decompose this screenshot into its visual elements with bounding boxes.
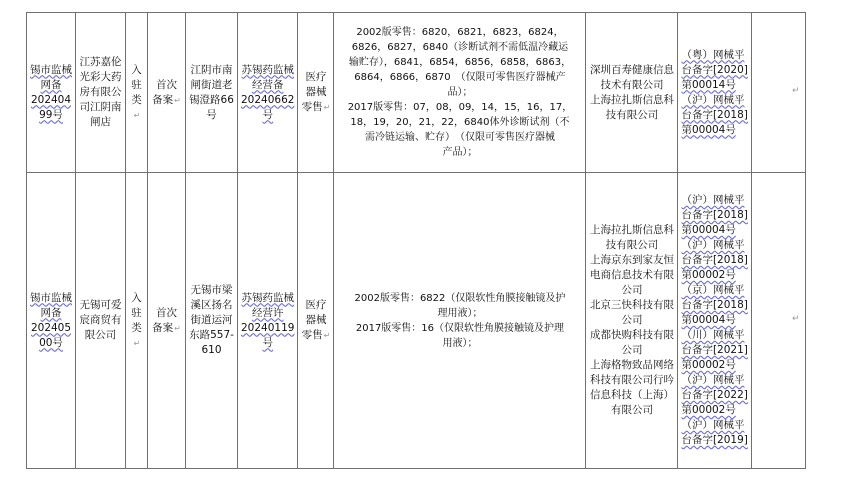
filing-cell: 首次备案↵: [148, 173, 186, 469]
type-cell: 入驻类↵: [126, 173, 148, 469]
type-cell: 入驻类↵: [126, 13, 148, 173]
row-end-mark: ↵: [792, 314, 800, 324]
record-number-cell: 锡市监械网备202405 00号: [27, 173, 76, 469]
business-scope-cell: 2002版零售：6822（仅限软性角膜接触镜及护 理用液）； 2017版零售：16（仅限软性角膜接触镜及护理 用液）；: [334, 173, 586, 469]
platform-record-cell: （粤）网械平台备字[2020]第00014号 （沪）网械平台备字[2018]第00004号: [678, 13, 752, 173]
license-cell: 苏锡药监械经营备20240662号: [238, 13, 298, 173]
platform-cell: 上海拉扎斯信息科技有限公司 上海京东到家友恒电商信息技术有限公司 北京三快科技有限公司 成都快购科技有限公司 上海格物致品网络科技有限公司行吟信息科技（上海）有限公司: [586, 173, 678, 469]
table-row: [27, 173, 806, 469]
address-cell: 江阴市南闸街道老锡澄路66号: [186, 13, 238, 173]
platform-record-cell: （沪）网械平台备字[2018]第00004号 （沪）网械平台备字[2018]第00002号 （京）网械平台备字[2018]第00004号 （川）网械平台备字[2021]第00002号 （沪）网械平台备字[2022]第00002号 （沪）网械平台备字[2019]: [678, 173, 752, 469]
table-row: [27, 13, 806, 173]
company-cell: 江苏嘉伦光彩大药房有限公司江阴南闸店: [76, 13, 126, 173]
category-cell: 医疗器械零售↵: [298, 173, 334, 469]
record-number-cell: 锡市监械网备202404 99号: [27, 13, 76, 173]
business-scope-cell: 2002版零售：6820，6821，6823，6824， 6826，6827，6840（诊断试剂不需低温冷藏运 输贮存），6841，6854，6856，6858，6863， 6864，6866，6870 （仅限可零售医疗器械产 品）； 2017版零售：07，08，09，14，15，16，17， 18，19，20，21，22，6840体外诊断试剂（不 需冷链运输、贮存） （仅限可零售医疗器械 产品）；: [334, 13, 586, 173]
address-cell: 无锡市梁溪区扬名街道运河东路557-610: [186, 173, 238, 469]
filing-cell: 首次备案↵: [148, 13, 186, 173]
row-end-mark: ↵: [792, 86, 800, 96]
license-cell: 苏锡药监械经营许20240119号: [238, 173, 298, 469]
registration-table: [26, 12, 806, 469]
platform-cell: 深圳百寿健康信息技术有限公司 上海拉扎斯信息科技有限公司: [586, 13, 678, 173]
category-cell: 医疗器械零售↵: [298, 13, 334, 173]
company-cell: 无锡可爱宸商贸有限公司: [76, 173, 126, 469]
